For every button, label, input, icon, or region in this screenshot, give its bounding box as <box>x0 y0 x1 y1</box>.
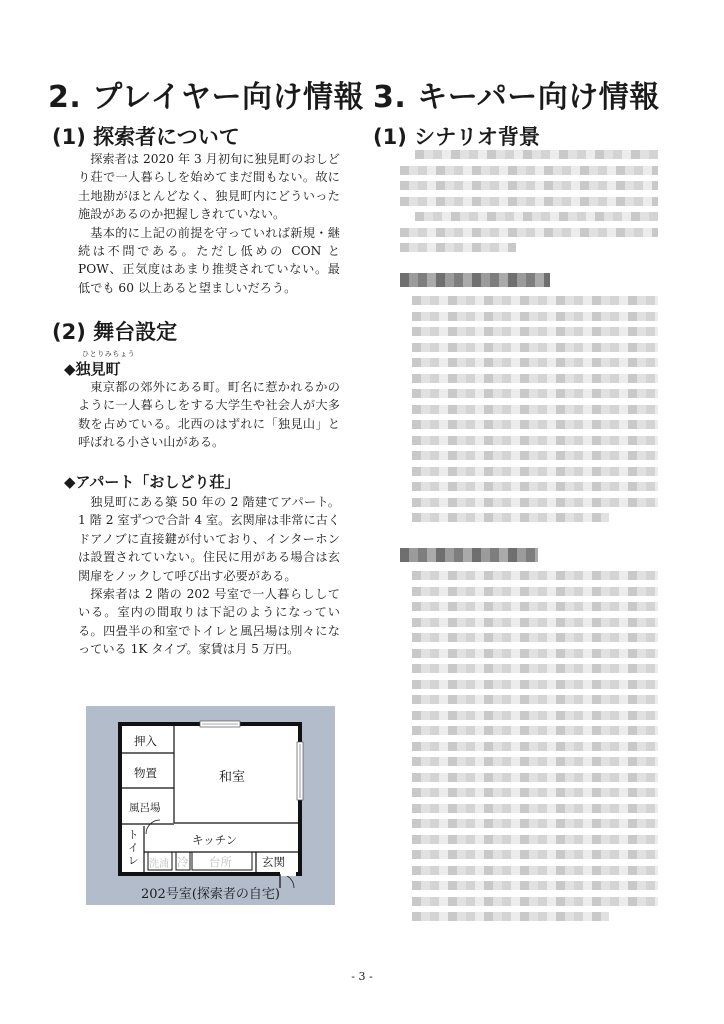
floor-plan-caption: 202号室(探索者の自宅) <box>141 887 280 902</box>
room-entrance: 玄関 <box>262 855 285 869</box>
redacted-line <box>412 804 658 813</box>
floor-plan-drawing <box>86 706 335 905</box>
room-furoba: 風呂場 <box>129 802 161 814</box>
redacted-line <box>415 150 658 159</box>
redacted-block-2 <box>412 296 658 529</box>
redacted-block-3 <box>412 571 658 928</box>
front-door-gap <box>280 872 296 876</box>
town-paragraph-1: 東京都の郊外にある町。町名に惹かれるかのように一人暮らしをする大学生や社会人が大多数を占めている。北西のはずれに「独見山」と呼ばれる小さい山がある。 <box>78 380 340 450</box>
redacted-line <box>412 436 658 445</box>
room-toilet-3: レ <box>128 855 139 867</box>
redacted-line <box>412 571 658 580</box>
town-text <box>78 378 340 452</box>
redacted-line <box>412 405 658 414</box>
redacted-line <box>412 498 658 507</box>
redacted-line <box>412 420 658 429</box>
scenario-background-subheading: (1) シナリオ背景 <box>373 125 540 149</box>
redacted-line <box>412 587 658 596</box>
redacted-line <box>412 819 658 828</box>
redacted-line <box>412 742 658 751</box>
redacted-line <box>400 197 658 206</box>
room-washitsu: 和室 <box>219 770 246 785</box>
redacted-line <box>412 897 658 906</box>
redacted-line <box>412 850 658 859</box>
apartment-text <box>78 493 340 659</box>
redacted-line <box>412 649 658 658</box>
room-monooki: 物置 <box>134 766 157 780</box>
redacted-line <box>412 296 658 305</box>
redacted-line <box>412 358 658 367</box>
room-fridge: 冷 <box>177 855 189 869</box>
redacted-line <box>412 773 658 782</box>
redacted-line <box>412 482 658 491</box>
redacted-line <box>412 695 658 704</box>
redacted-line <box>412 788 658 797</box>
redacted-block-1 <box>400 150 658 259</box>
apartment-paragraph-2: 探索者は 2 階の 202 号室で一人暮らししている。室内の間取りは下記のようになっている。四畳半の和室でトイレと風呂場は別々になっている 1K タイプ。家賃は月 5 万円。 <box>78 587 340 657</box>
investigator-text <box>78 150 340 297</box>
redacted-line <box>412 664 658 673</box>
redacted-line <box>400 181 658 190</box>
keeper-section-title: 3. キーパー向け情報 <box>373 80 660 115</box>
redacted-line <box>412 680 658 689</box>
page-number: - 3 - <box>351 970 373 983</box>
investigator-paragraph-1: 探索者は 2020 年 3 月初旬に独見町のおしどり荘で一人暮らしを始めてまだ間もない。故に土地勘がほとんどなく、独見町内にどういった施設があるのか把握しきれていない。 <box>78 152 340 222</box>
redacted-line <box>412 451 658 460</box>
redacted-line <box>412 633 658 642</box>
room-toilet-1: ト <box>128 829 139 841</box>
redacted-line <box>412 912 609 921</box>
redacted-line <box>412 711 658 720</box>
floor-plan <box>86 706 335 905</box>
redacted-heading-1 <box>400 273 550 287</box>
room-kitchen: キッチン <box>192 833 238 847</box>
redacted-line <box>412 618 658 627</box>
redacted-line <box>412 866 658 875</box>
town-heading: ◆独見町 <box>64 360 121 378</box>
redacted-line <box>412 835 658 844</box>
room-oshiire: 押入 <box>134 734 157 748</box>
investigator-subheading: (1) 探索者について <box>52 125 240 149</box>
redacted-line <box>412 467 658 476</box>
apartment-heading: ◆アパート「おしどり荘」 <box>64 473 240 491</box>
redacted-line <box>400 166 658 175</box>
redacted-line <box>412 389 658 398</box>
player-section-title: 2. プレイヤー向け情報 <box>48 80 365 115</box>
redacted-line <box>412 327 658 336</box>
redacted-line <box>412 602 658 611</box>
redacted-line <box>415 212 658 221</box>
redacted-line <box>412 513 609 522</box>
room-sink: 台所 <box>209 855 232 869</box>
redacted-line <box>412 757 658 766</box>
redacted-line <box>412 374 658 383</box>
redacted-line <box>400 243 516 252</box>
room-toilet-2: イ <box>128 842 139 854</box>
redacted-line <box>400 228 658 237</box>
town-ruby: ひとりみちょう <box>82 350 136 358</box>
redacted-line <box>412 726 658 735</box>
room-washbasin: 洗浦 <box>149 859 169 870</box>
redacted-line <box>412 343 658 352</box>
investigator-paragraph-2: 基本的に上記の前提を守っていれば新規・継続は不問である。ただし低めの CON と POW、正気度はあまり推奨されていない。最低でも 60 以上あると望ましいだろう。 <box>78 225 340 295</box>
redacted-line <box>412 881 658 890</box>
redacted-heading-2 <box>400 548 538 562</box>
apartment-paragraph-1: 独見町にある築 50 年の 2 階建てアパート。1 階 2 室ずつで合計 4 室。玄関扉は非常に古くドアノブに直接鍵が付いており、インターホンは設置されていない。住民に用がある場合は玄関扉をノックして呼び出す必要がある。 <box>78 495 341 583</box>
setting-subheading: (2) 舞台設定 <box>52 320 178 344</box>
redacted-line <box>412 312 658 321</box>
